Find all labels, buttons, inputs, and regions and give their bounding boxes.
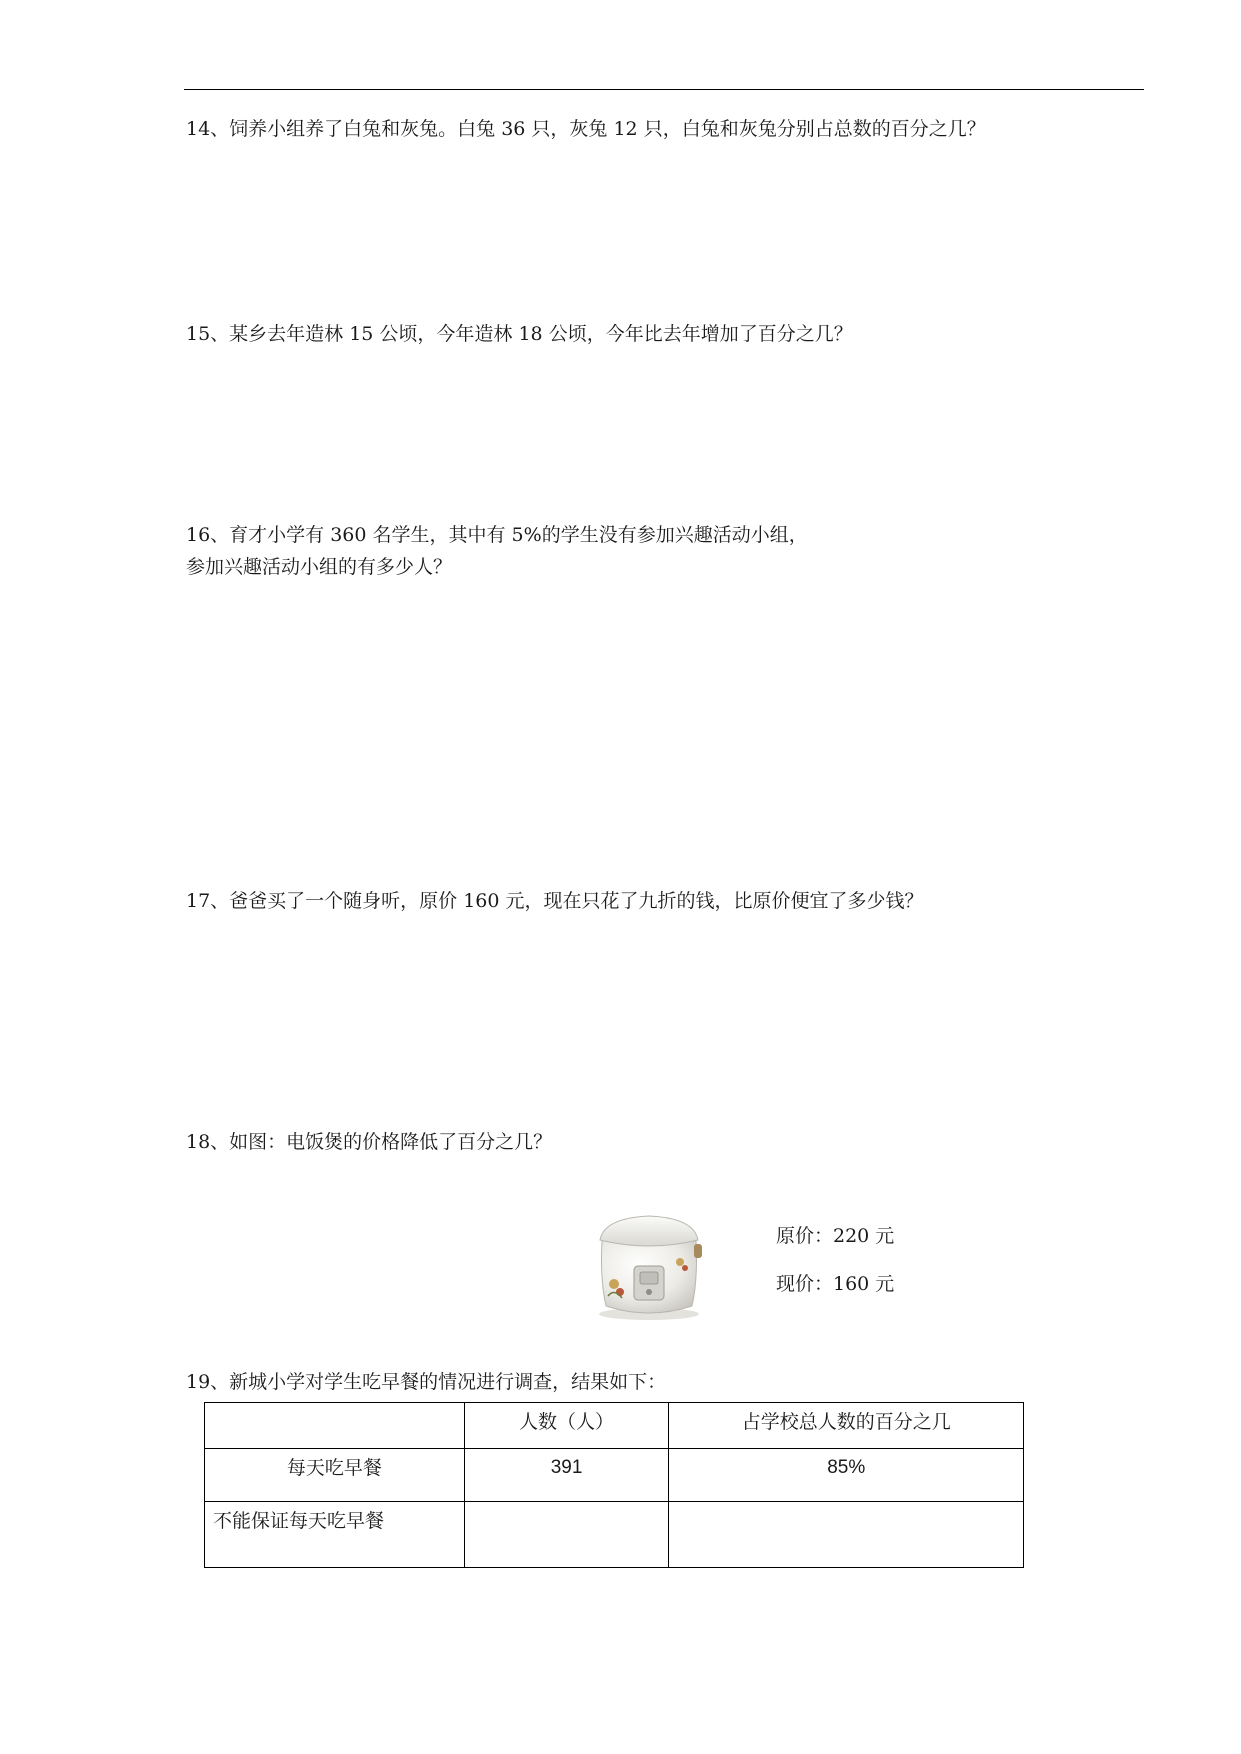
table-header-cell [205, 1403, 465, 1449]
table-header-cell: 人数（人） [464, 1403, 669, 1449]
rice-cooker-image [590, 1210, 708, 1322]
survey-table [204, 1402, 1024, 1568]
current-price: 现价：160 元 [776, 1273, 895, 1295]
table-row [205, 1502, 1024, 1568]
table-header-row [205, 1403, 1024, 1449]
question-16-line-2: 参加兴趣活动小组的有多少人？ [186, 556, 453, 578]
header-rule [184, 89, 1144, 90]
table-cell-percent [669, 1502, 1024, 1568]
question-16-line-1: 16、育才小学有 360 名学生，其中有 5%的学生没有参加兴趣活动小组， [186, 524, 808, 546]
table-row [205, 1449, 1024, 1502]
question-19: 19、新城小学对学生吃早餐的情况进行调查，结果如下： [186, 1371, 667, 1393]
table-header-cell: 占学校总人数的百分之几 [669, 1403, 1024, 1449]
question-18: 18、如图：电饭煲的价格降低了百分之几？ [186, 1131, 553, 1153]
question-14: 14、饲养小组养了白兔和灰兔。白兔 36 只，灰兔 12 只，白兔和灰兔分别占总数的百分之几？ [186, 118, 986, 140]
question-16 [186, 519, 808, 583]
table-cell-label: 不能保证每天吃早餐 [205, 1502, 465, 1568]
question-17: 17、爸爸买了一个随身听，原价 160 元，现在只花了九折的钱，比原价便宜了多少钱？ [186, 890, 924, 912]
table-cell-label: 每天吃早餐 [205, 1449, 465, 1502]
table-cell-count [464, 1502, 669, 1568]
original-price: 原价：220 元 [776, 1225, 895, 1247]
table-cell-count: 391 [464, 1449, 669, 1502]
question-15: 15、某乡去年造林 15 公顷，今年造林 18 公顷，今年比去年增加了百分之几？ [186, 323, 853, 345]
table-cell-percent: 85% [669, 1449, 1024, 1502]
